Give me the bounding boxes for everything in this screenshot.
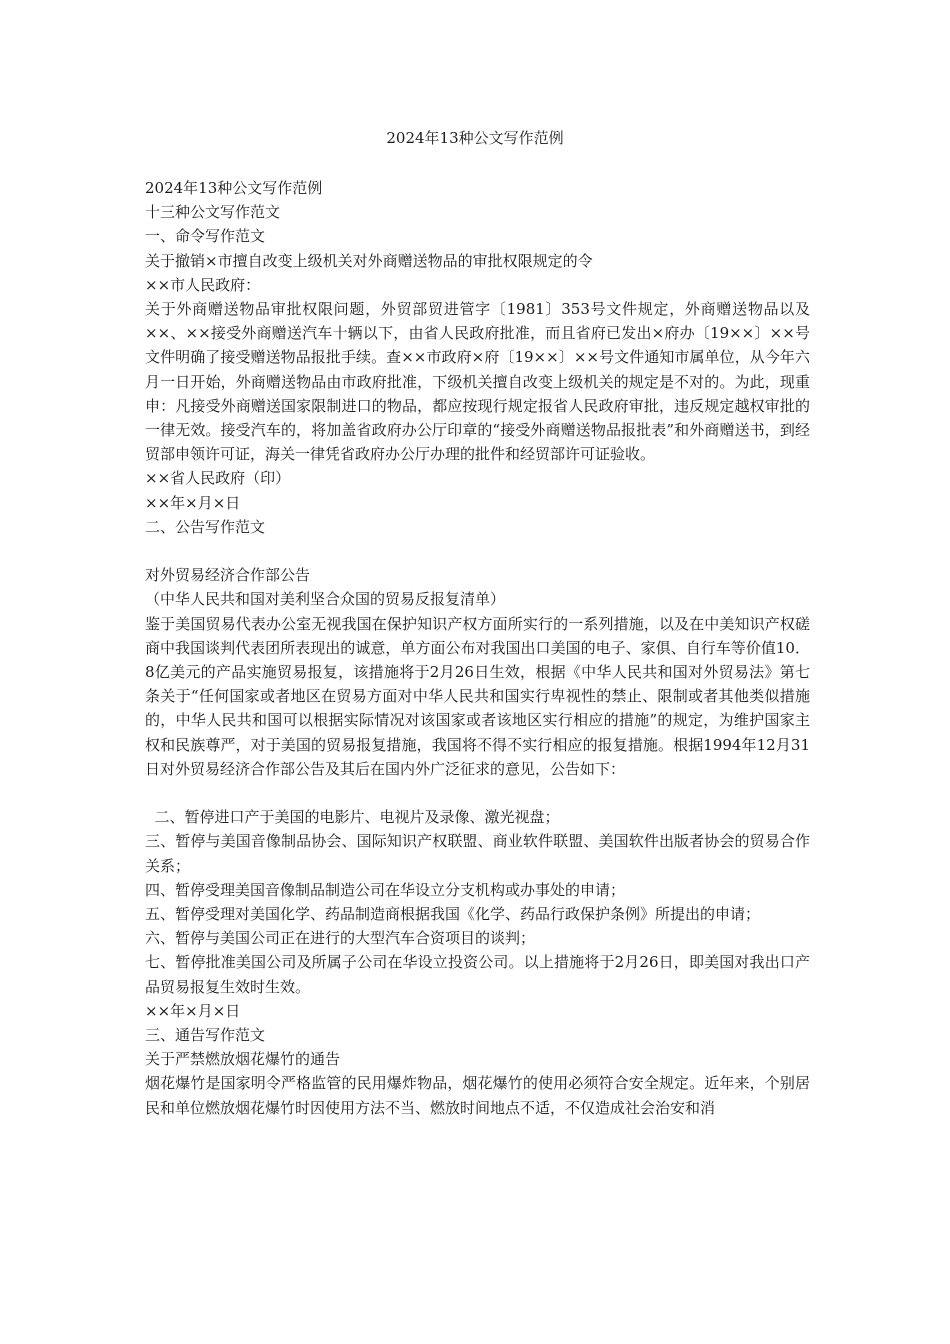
paragraph: 鉴于美国贸易代表办公室无视我国在保护知识产权方面所实行的一系列措施，以及在中美知识产权磋商中我国谈判代表团所表现出的诚意，单方面公布对我国出口美国的电子、家俱、自行车等价值10．8亿美元的产品实施贸易报复，该措施将于2月26日生效，根据《中华人民共和国对外贸易法》第七条关于“任何国家或者地区在贸易方面对中华人民共和国实行卑视性的禁止、限制或者其他类似措施的，中华人民共和国可以根据实际情况对该国家或者该地区实行相应的措施”的规定，为维护国家主权和民族尊严，对于美国的贸易报复措施，我国将不得不实行相应的报复措施。根据1994年12月31日对外贸易经济合作部公告及其后在国内外广泛征求的意见，公告如下： — [145, 614, 810, 778]
section-heading: 一、命令写作范文 — [145, 227, 266, 246]
section-heading: 二、公告写作范文 — [145, 517, 266, 536]
paragraph: 十三种公文写作范文 — [145, 203, 281, 222]
paragraph: 2024年13种公文写作范例 — [145, 179, 323, 197]
paragraph: 关于严禁燃放烟花爆竹的通告 — [145, 1050, 341, 1069]
paragraph: 四、暂停受理美国音像制品制造公司在华设立分支机构或办事处的申请； — [145, 880, 626, 899]
document-title: 2024年13种公文写作范例 — [386, 129, 564, 147]
paragraph: ××年×月×日 — [145, 1001, 241, 1020]
paragraph: 七、暂停批准美国公司及所属子公司在华设立投资公司。以上措施将于2月26日，即美国对我出口产品贸易报复生效时生效。 — [145, 953, 810, 996]
paragraph: （中华人民共和国对美利坚合众国的贸易反报复清单） — [145, 590, 506, 609]
paragraph: ××市人民政府： — [145, 275, 261, 294]
paragraph: 关于外商赠送物品审批权限问题，外贸部贸进管字〔1981〕353号文件规定，外商赠送物品以及××、××接受外商赠送汽车十辆以下，由省人民政府批准，而且省府已发出×府办〔19××〕××号文件明确了接受赠送物品报批手续。查××市政府×府〔19××〕××号文件通知市属单位，从今年六月一日开始，外商赠送物品由市政府批准，下级机关擅自改变上级机关的规定是不对的。为此，现重申：凡接受外商赠送国家限制进口的物品，都应按现行规定报省人民政府审批，违反规定越权审批的一律无效。接受汽车的，将加盖省政府办公厅印章的“接受外商赠送物品报批表”和外商赠送书，到经贸部申领许可证，海关一律凭省政府办公厅办理的批件和经贸部许可证验收。 — [145, 300, 810, 464]
paragraph: 五、暂停受理对美国化学、药品制造商根据我国《化学、药品行政保护条例》所提出的申请； — [145, 905, 761, 924]
blank-line — [145, 539, 810, 563]
paragraph: 三、暂停与美国音像制品协会、国际知识产权联盟、商业软件联盟、美国软件出版者协会的贸易合作关系； — [145, 832, 810, 875]
paragraph: 二、暂停进口产于美国的电影片、电视片及录像、激光视盘； — [145, 808, 560, 827]
paragraph: 对外贸易经济合作部公告 — [145, 566, 311, 585]
section-heading: 三、通告写作范文 — [145, 1026, 266, 1045]
paragraph: ××年×月×日 — [145, 493, 241, 512]
paragraph: ××省人民政府（印） — [145, 469, 291, 488]
paragraph: 关于撤销×市擅自改变上级机关对外商赠送物品的审批权限规定的令 — [145, 251, 593, 270]
paragraph: 烟花爆竹是国家明令严格监管的民用爆炸物品，烟花爆竹的使用必须符合安全规定。近年来，个别居民和单位燃放烟花爆竹时因使用方法不当、燃放时间地点不适，不仅造成社会治安和消 — [145, 1074, 810, 1117]
paragraph: 六、暂停与美国公司正在进行的大型汽车合资项目的谈判； — [145, 929, 536, 948]
blank-line — [145, 781, 810, 805]
document-body — [145, 176, 810, 1120]
